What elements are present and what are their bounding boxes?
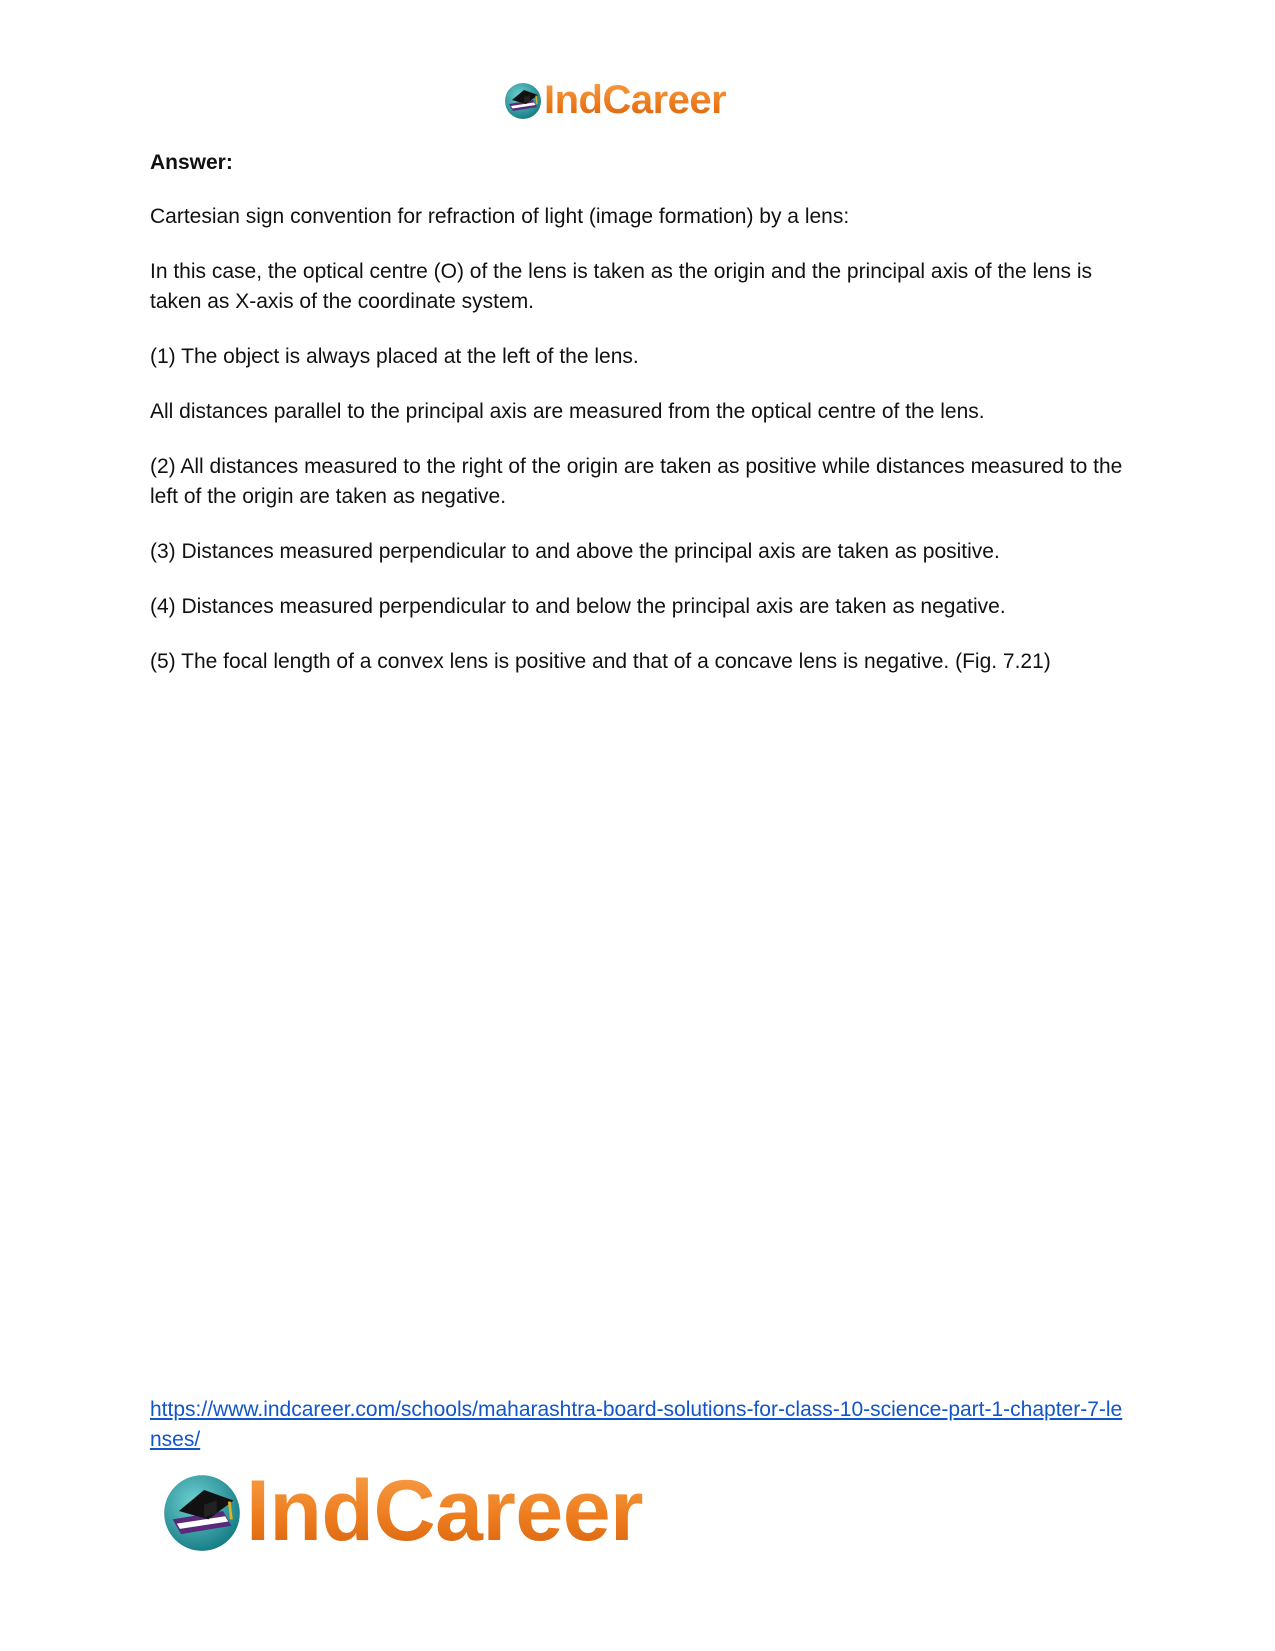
paragraph: All distances parallel to the principal axis are measured from the optical centre of the lens. [150,400,985,423]
answer-label: Answer: [150,151,233,174]
logo-text: IndCareer [544,78,727,122]
paragraph: (2) All distances measured to the right of the origin are taken as positive while distances measured to the left of the origin are taken as negative. [150,455,1123,508]
paragraph: In this case, the optical centre (O) of the lens is taken as the origin and the principal axis of the lens is taken as X-axis of the coordinate system. [150,260,1093,313]
source-link[interactable]: https://www.indcareer.com/schools/maharashtra-board-solutions-for-class-10-science-part-1-chapter-7-lenses/ [150,1398,1123,1451]
footer-logo [160,1463,643,1559]
paragraph: (5) The focal length of a convex lens is positive and that of a concave lens is negative. (Fig. 7.21) [150,650,1051,673]
paragraph: (4) Distances measured perpendicular to and below the principal axis are taken as negative. [150,595,1006,618]
paragraph: (3) Distances measured perpendicular to and above the principal axis are taken as positive. [150,540,1000,563]
graduation-cap-book-icon [503,80,543,120]
paragraph: Cartesian sign convention for refraction of light (image formation) by a lens: [150,205,850,228]
header-logo [503,80,726,120]
paragraph: (1) The object is always placed at the left of the lens. [150,345,639,368]
logo-text: IndCareer [246,1463,643,1559]
graduation-cap-book-icon [160,1469,244,1553]
answer-content [150,148,1130,702]
